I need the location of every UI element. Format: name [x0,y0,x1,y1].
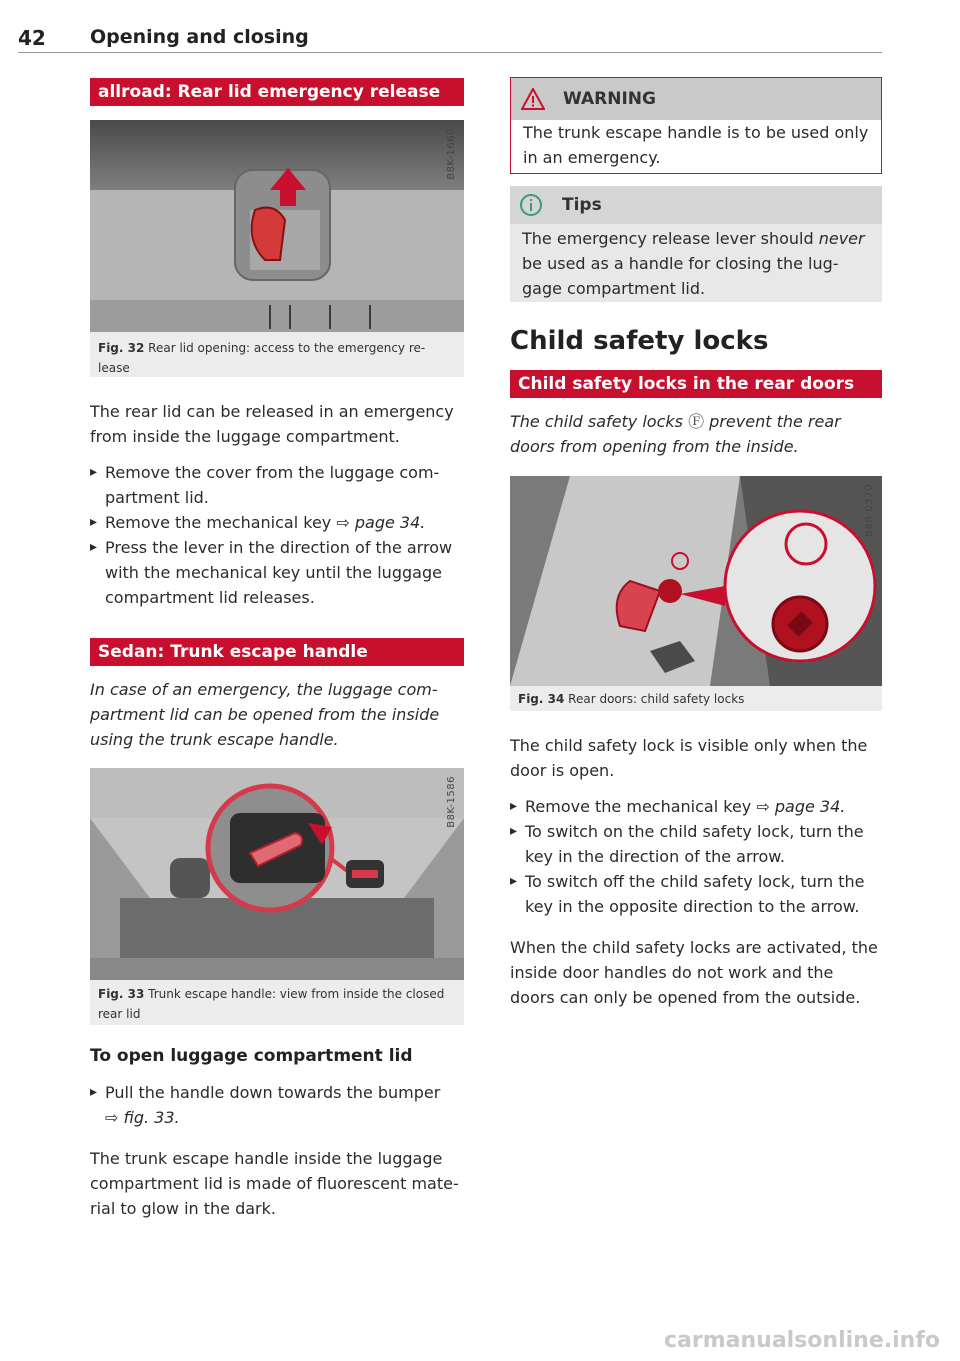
tips-header [510,186,882,224]
child-steps [510,794,882,919]
warning-header [511,78,881,120]
sedan-step-item [90,1080,464,1130]
figure-33 [90,768,464,1025]
child-step-3: ▸ To switch off the child safety lock, turn the key in the opposite direction to the arrow. [510,869,882,919]
figure-32-id: B8K-1660 [446,128,457,180]
child-locks-title: Child safety locks [510,326,769,356]
figure-33-id: B8K-1586 [446,776,457,828]
sedan-heading: Sedan: Trunk escape handle [90,638,464,666]
tips-box [510,186,882,302]
header-rule [18,52,882,53]
child-intro-a: The child safety locks [510,412,689,431]
child-step-2: ▸ To switch on the child safety lock, turn the key in the direction of the arrow. [510,819,882,869]
child-step-1-text: Remove the mechanical key [525,797,752,816]
child-page-34-link[interactable]: ⇨ page 34. [756,797,846,816]
allroad-step-2-text: Remove the mechanical key [105,513,332,532]
warning-box [510,77,882,174]
tips-title: Tips [562,195,602,215]
allroad-step-1: ▸ Remove the cover from the luggage com-partment lid. [90,460,464,510]
footer-watermark: carmanualsonline.info [664,1328,940,1353]
page-number: 42 [18,26,46,50]
allroad-intro: The rear lid can be released in an emergency from inside the luggage compartment. [90,402,454,446]
figure-34 [510,476,882,711]
figure-32-caption [98,338,456,378]
warning-triangle-icon [521,88,545,114]
info-circle-icon [520,194,542,220]
fig-33-link[interactable]: ⇨ fig. 33. [105,1108,180,1127]
figure-33-caption-text: Trunk escape handle: view from inside the closed rear lid [98,987,445,1021]
child-locks-intro [510,409,882,459]
figure-33-caption [98,984,456,1024]
child-intro-b: prevent the rear doors from opening from the inside. [510,412,841,456]
sedan-step [90,1080,464,1130]
warning-text: The trunk escape handle is to be used only in an emergency. [523,123,869,167]
warning-title: WARNING [563,89,656,109]
child-step-1 [510,794,882,819]
sedan-outro: The trunk escape handle inside the luggage compartment lid is made of fluorescent mate-rial to glow in the dark. [90,1149,459,1218]
figure-33-label: Fig. 33 [98,987,145,1001]
figure-33-image [90,768,464,980]
child-lock-icon: Ⓕ [688,412,705,431]
tips-text-em: never [818,229,865,248]
figure-32-label: Fig. 32 [98,341,145,355]
tips-text [510,224,882,301]
figure-34-caption [518,689,874,709]
figure-34-caption-text: Rear doors: child safety locks [568,692,745,706]
tips-text-a: The emergency release lever should [522,229,819,248]
allroad-steps [90,460,464,610]
allroad-step-2 [90,510,464,535]
figure-32-caption-text: Rear lid opening: access to the emergency re-lease [98,341,426,375]
allroad-heading: allroad: Rear lid emergency release [90,78,464,106]
sedan-subheading: To open luggage compartment lid [90,1046,413,1066]
child-para-2: When the child safety locks are activated, the inside door handles do not work and the doors can only be opened from the outside. [510,938,878,1007]
figure-34-image [510,476,882,686]
figure-34-label: Fig. 34 [518,692,565,706]
figure-32 [90,120,464,377]
child-para-1: The child safety lock is visible only when the door is open. [510,736,868,780]
figure-34-id: B8R-0370 [864,484,875,537]
section-title: Opening and closing [90,26,309,48]
sedan-step-text: Pull the handle down towards the bumper [105,1083,441,1102]
page-34-link[interactable]: ⇨ page 34. [336,513,426,532]
child-locks-heading: Child safety locks in the rear doors [510,370,882,398]
tips-text-b: be used as a handle for closing the lug-gage compartment lid. [522,254,839,298]
figure-32-image [90,120,464,332]
allroad-step-3: ▸ Press the lever in the direction of the arrow with the mechanical key until the luggage compartment lid releases. [90,535,464,610]
sedan-intro: In case of an emergency, the luggage com-partment lid can be opened from the inside using the trunk escape handle. [90,680,440,749]
